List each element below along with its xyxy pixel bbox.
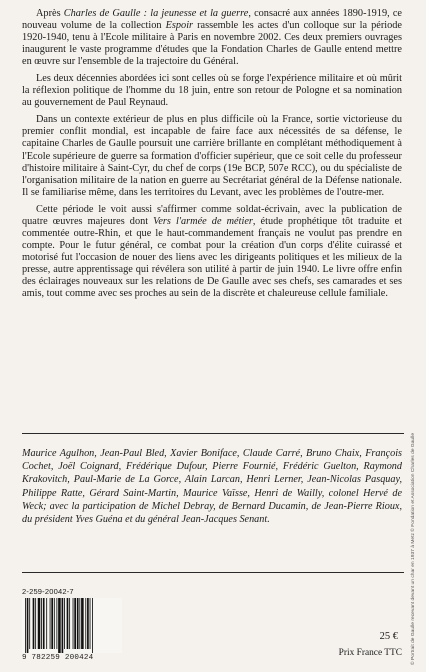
- series-name: Espoir: [165, 20, 194, 32]
- barcode-bar: [25, 598, 26, 653]
- barcode-bar: [74, 598, 76, 649]
- barcode-digits: 9 782259 200424: [22, 654, 94, 662]
- barcode-bar: [92, 598, 93, 653]
- paragraph-3: [22, 114, 402, 198]
- barcode-bars: [22, 598, 122, 653]
- barcode-bar: [33, 598, 35, 649]
- price: 25 €: [379, 631, 398, 642]
- barcode-bar: [35, 598, 36, 649]
- barcode-bar: [56, 598, 57, 649]
- barcode-bar: [85, 598, 86, 649]
- blurb: [22, 8, 402, 305]
- barcode-bar: [27, 598, 29, 653]
- barcode-bar: [29, 598, 30, 649]
- barcode-bar: [41, 598, 42, 649]
- paragraph-2: [22, 73, 402, 109]
- book-title-ref-2: Vers l'armée de métier: [153, 215, 253, 227]
- book-title-ref: Charles de Gaulle : la jeunesse et la guerre: [63, 8, 249, 19]
- barcode-bar: [81, 598, 84, 649]
- barcode-bar: [58, 598, 61, 653]
- divider-top: [22, 433, 404, 434]
- barcode-bar: [62, 598, 64, 653]
- p1-text-a: Après: [36, 8, 64, 19]
- photo-credit-text: © Portrait de Gaulle recevant devant un char en 1937 à Metz © Fondation et Association Charles de Gaulle: [411, 432, 416, 665]
- p4-text-b: , étude prophétique tôt traduite et commentée outre-Rhin, et que le haut-commandement français ne voulut pas prendre en compte. Pour le futur général, ce combat pour la création d'un corps d'élite cuirassé et motorisé fut l'occasion de nouer des liens avec les dirigeants politiques et les milieux de la presse, autre apprentissage qui révélera son utilité à partir de juin 1940. Le livre offre enfin des éclairages nouveaux sur les relations de De Gaulle avec ses chefs, ses camarades et ses amis, tout comme avec ses proches au sein de la discrète et chaleureuse cellule familiale.: [22, 215, 402, 300]
- p1-text-c: rassemble les actes d'un colloque sur la période 1920-1940, tenu à l'Ecole militaire à Paris en novembre 2002. Ces deux premiers ouvrages inaugurent le vaste programme d'études que la Fondation Charles de Gaulle entend mettre en œuvre sur l'ensemble de la trajectoire du Général.: [22, 20, 403, 68]
- barcode-bar: [79, 598, 80, 649]
- barcode-bar: [51, 598, 53, 649]
- barcode-bar: [67, 598, 69, 649]
- price-label: Prix France TTC: [338, 648, 402, 658]
- barcode: [22, 598, 122, 653]
- isbn: 2-259-20042-7: [22, 587, 74, 596]
- contributors-list: Maurice Agulhon, Jean-Paul Bled, Xavier Boniface, Claude Carré, Bruno Chaix, François Cochet, Joël Coignard, Frédérique Dufour, Pierre Fournié, Frédéric Guelton, Raymond Krakovitch, Paul-Marie de La Gorce, Alain Larcan, Henri Lerner, Jean-Nicolas Pasquay, Philippe Ratte, Gérard Saint-Martin, Maurice Vaïsse, Henri de Wailly, colonel Hervé de Weck; avec la participation de Michel Debray, de Bernard Ducamin, de Jean-Pierre Rioux, du président Yves Guéna et du général Jean-Jacques Senant.: [22, 448, 402, 526]
- barcode-bar: [46, 598, 47, 649]
- barcode-bar: [50, 598, 51, 649]
- p1-text-b: , consacré aux années 1890-1919, ce nouveau volume de la collection: [22, 8, 402, 32]
- barcode-bar: [87, 598, 89, 649]
- photo-credit: [411, 432, 421, 665]
- p3-text: Dans un contexte extérieur de plus en plus difficile où la France, sortie victorieuse du premier conflit mondial, est incapable de faire face aux nécessités de sa défense, le capitaine Charles de Gaulle poursuit une carrière brillante en complétant méthodiquement à l'Ecole supérieure de guerre sa formation d'officier supérieur, que ce soit celle du professeur d'histoire militaire à Saint-Cyr, du chef de corps (19e BCP, 507e RCC), ou du spécialiste de l'organisation militaire de la nation en guerre au Secrétariat général de la Défense nationale. Il se familiarise même, dans les territoires du Levant, avec les problèmes de l'outre-mer.: [22, 114, 402, 198]
- barcode-bar: [77, 598, 79, 649]
- p4-text-a: Cette période le voit aussi s'affirmer comme soldat-écrivain, avec la publication de quatre œuvres majeures dont: [22, 203, 402, 227]
- barcode-bar: [43, 598, 45, 649]
- barcode-bar: [73, 598, 74, 649]
- paragraph-4: [22, 204, 402, 300]
- barcode-bar: [64, 598, 65, 649]
- paragraph-1: [22, 8, 402, 68]
- barcode-bar: [54, 598, 55, 649]
- barcode-bar: [38, 598, 41, 649]
- barcode-bar: [90, 598, 91, 649]
- divider-bottom: [22, 572, 404, 573]
- barcode-bar: [69, 598, 70, 649]
- p2-text: Les deux décennies abordées ici sont celles où se forge l'expérience militaire et où mûrit la réflexion politique de l'homme du 18 juin, entre son retour de Pologne et sa nomination au gouvernement de Paul Reynaud.: [22, 73, 402, 109]
